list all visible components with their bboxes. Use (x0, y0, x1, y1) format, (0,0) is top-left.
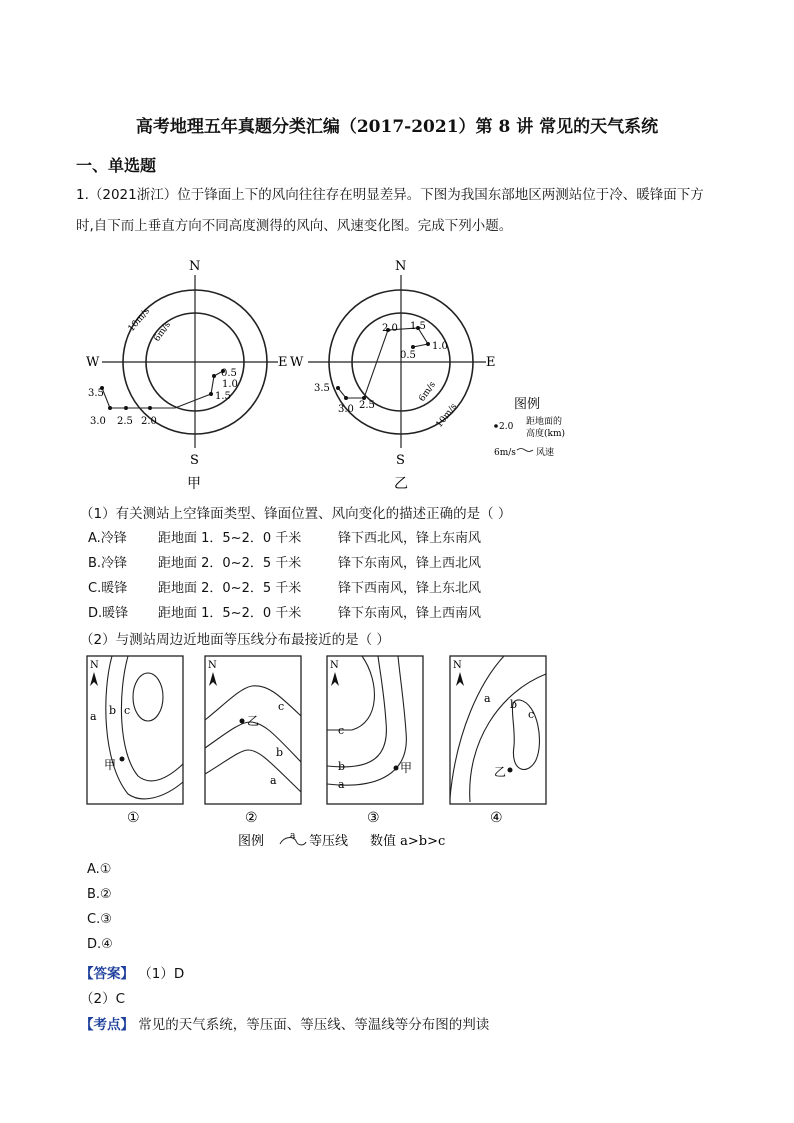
jia-point-0.5: 0.5 (221, 368, 237, 379)
legend-isobar: 等压线 (309, 834, 349, 849)
wind-diagram-yi (290, 259, 496, 492)
page-title: 高考地理五年真题分类汇编（2017-2021）第 8 讲 常见的天气系统 (135, 117, 659, 137)
ring-label-6: 6m/s (417, 380, 439, 404)
option-2a[interactable]: A.① (87, 862, 112, 877)
option-key: B.冷锋 (88, 556, 128, 571)
isobar-label-a: a (484, 692, 491, 705)
panel-number: ④ (490, 810, 503, 826)
jia-point-2.5: 2.5 (117, 416, 133, 427)
answer-tag: 【答案】 (80, 966, 134, 982)
west-label: W (290, 355, 304, 370)
isobar-figure (80, 652, 570, 852)
legend-speed-desc: 风速 (536, 448, 555, 458)
ring-label-6: 6m/s (152, 320, 174, 344)
option-position: 距地面 2．0~2．5 千米 (158, 581, 302, 596)
legend-symbol-label: a (290, 831, 296, 841)
yi-point-2.0: 2.0 (382, 323, 398, 334)
isobar-label-b: b (276, 746, 284, 759)
isobar-label-a: a (270, 774, 277, 787)
yi-point-3.0: 3.0 (338, 404, 354, 415)
isobar-label-b: b (338, 760, 346, 773)
kaodian-line (80, 1013, 489, 1033)
legend-dot-value: 2.0 (499, 422, 514, 432)
option-key: A.冷锋 (88, 531, 127, 546)
question-stem (76, 180, 720, 242)
isobar-panel-3 (327, 656, 423, 826)
isobar-label-b: b (510, 698, 518, 711)
legend-title: 图例 (514, 397, 541, 412)
west-label: W (86, 355, 100, 370)
station-label: 乙 (494, 765, 507, 779)
isobar-legend (238, 831, 445, 849)
isobar-label-c: c (124, 704, 131, 717)
north-arrow-label: N (453, 660, 462, 671)
isobar-label-a: a (338, 778, 345, 791)
station-label: 甲 (104, 758, 117, 772)
station-yi-label: 乙 (394, 476, 408, 492)
jia-point-2.0: 2.0 (141, 416, 157, 427)
option-key: C.暖锋 (88, 581, 128, 596)
section-heading: 一、单选题 (76, 156, 157, 175)
yi-point-1.0: 1.0 (432, 341, 448, 352)
kaodian-text: 常见的天气系统，等压面、等压线、等温线等分布图的判读 (138, 1017, 490, 1033)
isobar-label-a: a (90, 710, 97, 723)
legend-speed-value: 6m/s (494, 448, 516, 458)
isobar-panel-4 (450, 656, 546, 826)
legend-dot-desc-1: 距地面的 (526, 417, 563, 427)
north-arrow-label: N (330, 660, 339, 671)
isobar-label-b: b (109, 704, 117, 717)
legend-prefix: 图例 (238, 834, 265, 849)
jia-point-1.5: 1.5 (215, 391, 231, 402)
stem-line-2: 时,自下而上垂直方向不同高度测得的风向、风速变化图。完成下列小题。 (76, 218, 513, 234)
option-position: 距地面 1．5~2．0 千米 (158, 606, 302, 621)
north-label: N (395, 259, 407, 274)
kaodian-tag: 【考点】 (80, 1017, 134, 1033)
station-label: 乙 (247, 714, 260, 728)
yi-point-3.5: 3.5 (314, 383, 330, 394)
option-2c[interactable]: C.③ (87, 912, 112, 927)
yi-point-2.5: 2.5 (359, 400, 375, 411)
jia-point-3.5: 3.5 (88, 388, 104, 399)
answer-line-2: （2）C (80, 991, 126, 1007)
east-label: E (278, 355, 288, 370)
north-arrow-label: N (90, 660, 99, 671)
wind-figure (80, 250, 600, 500)
ring-label-10: 10m/s (126, 306, 153, 334)
ring-label-10: 10m/s (434, 401, 460, 430)
panel-number: ① (127, 810, 140, 826)
jia-point-3.0: 3.0 (90, 416, 106, 427)
legend-dot-desc-2: 高度(km) (526, 429, 566, 439)
isobar-panel-1 (87, 656, 183, 826)
option-2b[interactable]: B.② (87, 887, 112, 902)
answer-line-1 (80, 962, 184, 982)
option-wind: 锋下西北风，锋上东南风 (338, 531, 482, 546)
east-label: E (486, 355, 496, 370)
option-wind: 锋下东南风，锋上西南风 (338, 606, 482, 621)
sub-question-2-prompt: （2）与测站周边近地面等压线分布最接近的是（ ） (80, 632, 390, 648)
panel-number: ③ (367, 810, 380, 826)
station-label: 甲 (400, 761, 413, 775)
isobar-label-c: c (278, 700, 285, 713)
option-wind: 锋下西南风，锋上东北风 (338, 581, 482, 596)
wind-diagram-jia (86, 259, 288, 492)
legend-value: 数值 a>b>c (370, 834, 446, 849)
option-position: 距地面 1．5~2．0 千米 (158, 531, 302, 546)
isobar-panel-2 (205, 656, 301, 826)
jia-point-1.0: 1.0 (222, 379, 238, 390)
south-label: S (396, 453, 405, 468)
sub-question-1-prompt: （1）有关测站上空锋面类型、锋面位置、风向变化的描述正确的是（ ） (80, 506, 512, 522)
isobar-label-c: c (528, 708, 535, 721)
option-2d[interactable]: D.④ (87, 937, 113, 952)
isobar-label-c: c (338, 724, 345, 737)
answer-text-1: （1）D (138, 966, 185, 982)
wind-legend (494, 397, 565, 458)
south-label: S (190, 453, 199, 468)
station-jia-label: 甲 (187, 476, 201, 492)
panel-number: ② (245, 810, 258, 826)
north-arrow-label: N (208, 660, 217, 671)
option-wind: 锋下东南风，锋上西北风 (338, 556, 482, 571)
yi-point-0.5: 0.5 (400, 350, 416, 361)
north-label: N (189, 259, 201, 274)
option-position: 距地面 2．0~2．5 千米 (158, 556, 302, 571)
stem-line-1: 1.（2021浙江）位于锋面上下的风向往往存在明显差异。下图为我国东部地区两测站位于冷、暖锋面下方 (76, 187, 704, 203)
option-key: D.暖锋 (88, 606, 129, 621)
yi-point-1.5: 1.5 (410, 321, 426, 332)
